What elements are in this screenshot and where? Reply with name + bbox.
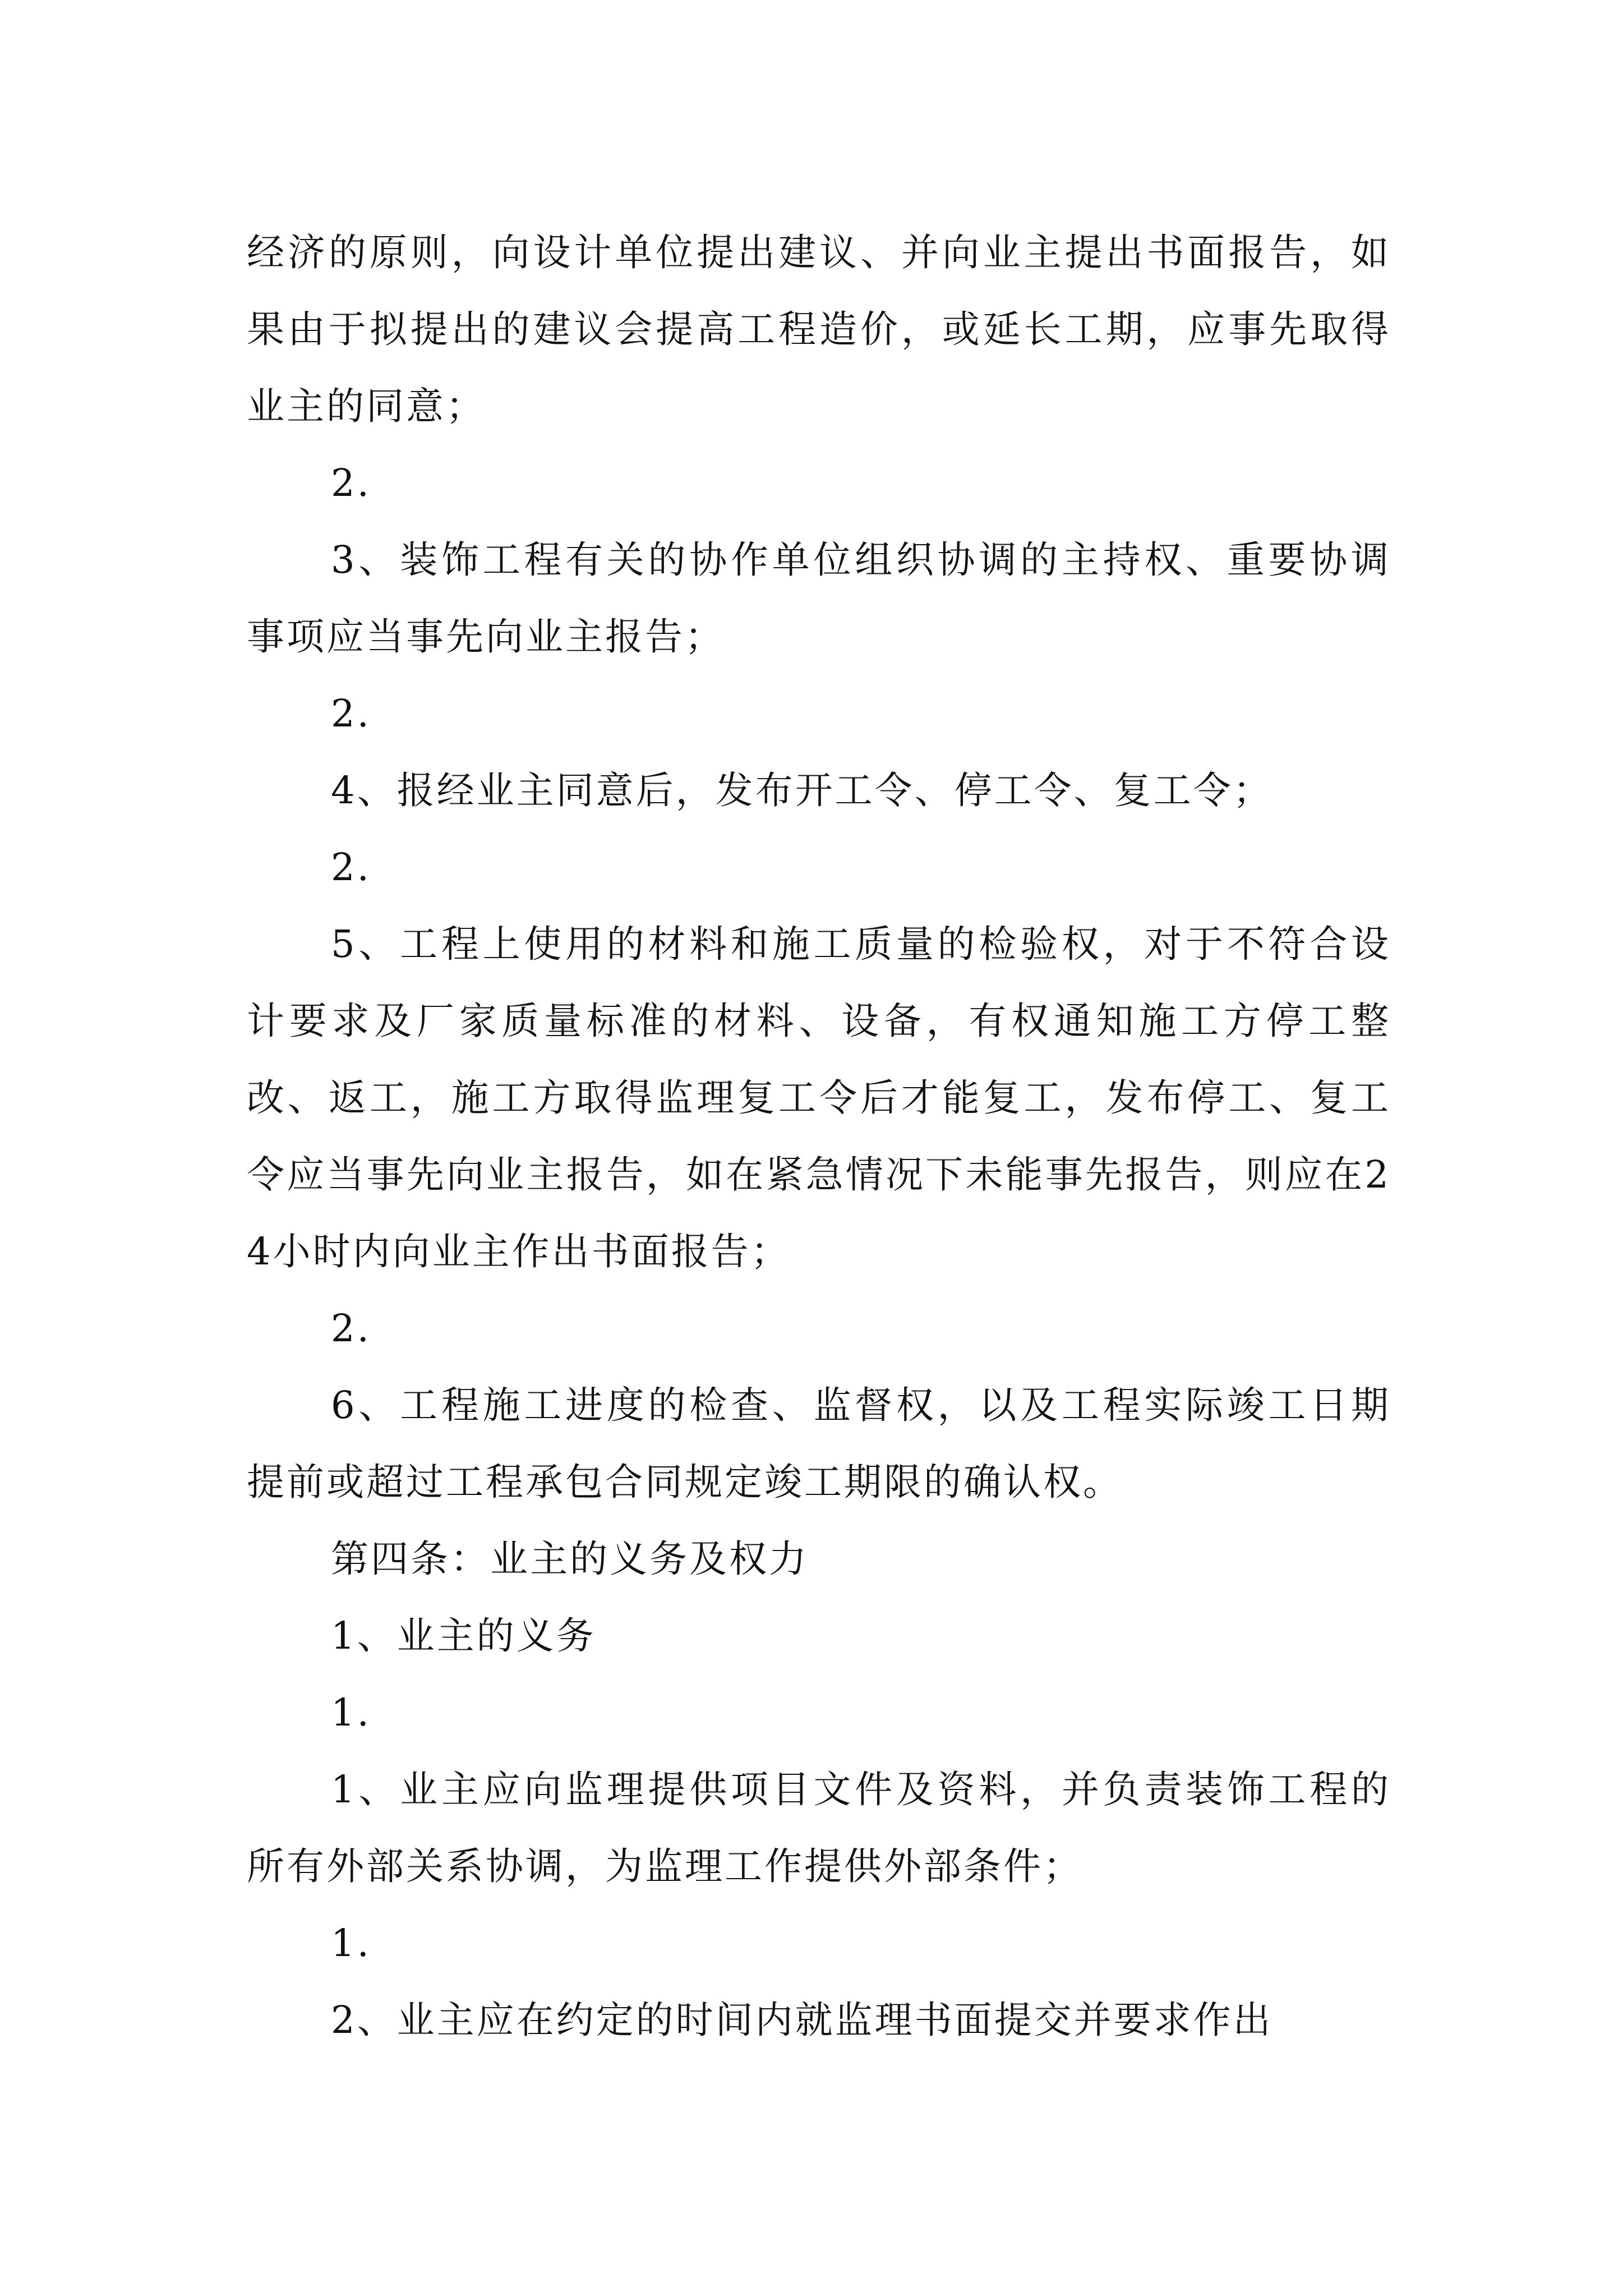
section-heading: 第四条：业主的义务及权力: [331, 1537, 809, 1581]
paragraph: 5、工程上使用的材料和施工质量的检验权，对于不符合设计要求及厂家质量标准的材料、设备，有权通知施工方停工整改、返工，施工方取得监理复工令后才能复工，发布停工、复工令应当事先向业主报告，如在紧急情况下未能事先报告，则应在24小时内向业主作出书面报告；: [247, 922, 1391, 1273]
paragraph: 1.: [331, 1921, 371, 1965]
paragraph: 4、报经业主同意后，发布开工令、停工令、复工令；: [331, 769, 1273, 812]
paragraph: 6、工程施工进度的检查、监督权，以及工程实际竣工日期提前或超过工程承包合同规定竣工期限的确认权。: [247, 1383, 1391, 1504]
paragraph: 1.: [331, 1691, 371, 1734]
paragraph: 经济的原则，向设计单位提出建议、并向业主提出书面报告，如果由于拟提出的建议会提高工程造价，或延长工期，应事先取得业主的同意；: [247, 231, 1391, 428]
document-body: [247, 214, 1391, 2059]
paragraph: 2、业主应在约定的时间内就监理书面提交并要求作出: [331, 1998, 1273, 2042]
paragraph: 3、装饰工程有关的协作单位组织协调的主持权、重要协调事项应当事先向业主报告；: [247, 538, 1391, 659]
paragraph: 2.: [331, 692, 371, 735]
subsection-heading: 1、业主的义务: [331, 1614, 596, 1658]
paragraph: 1、业主应向监理提供项目文件及资料，并负责装饰工程的所有外部关系协调，为监理工作提供外部条件；: [247, 1768, 1391, 1888]
paragraph: 2.: [331, 461, 371, 505]
paragraph: 2.: [331, 845, 371, 889]
paragraph: 2.: [331, 1306, 371, 1350]
